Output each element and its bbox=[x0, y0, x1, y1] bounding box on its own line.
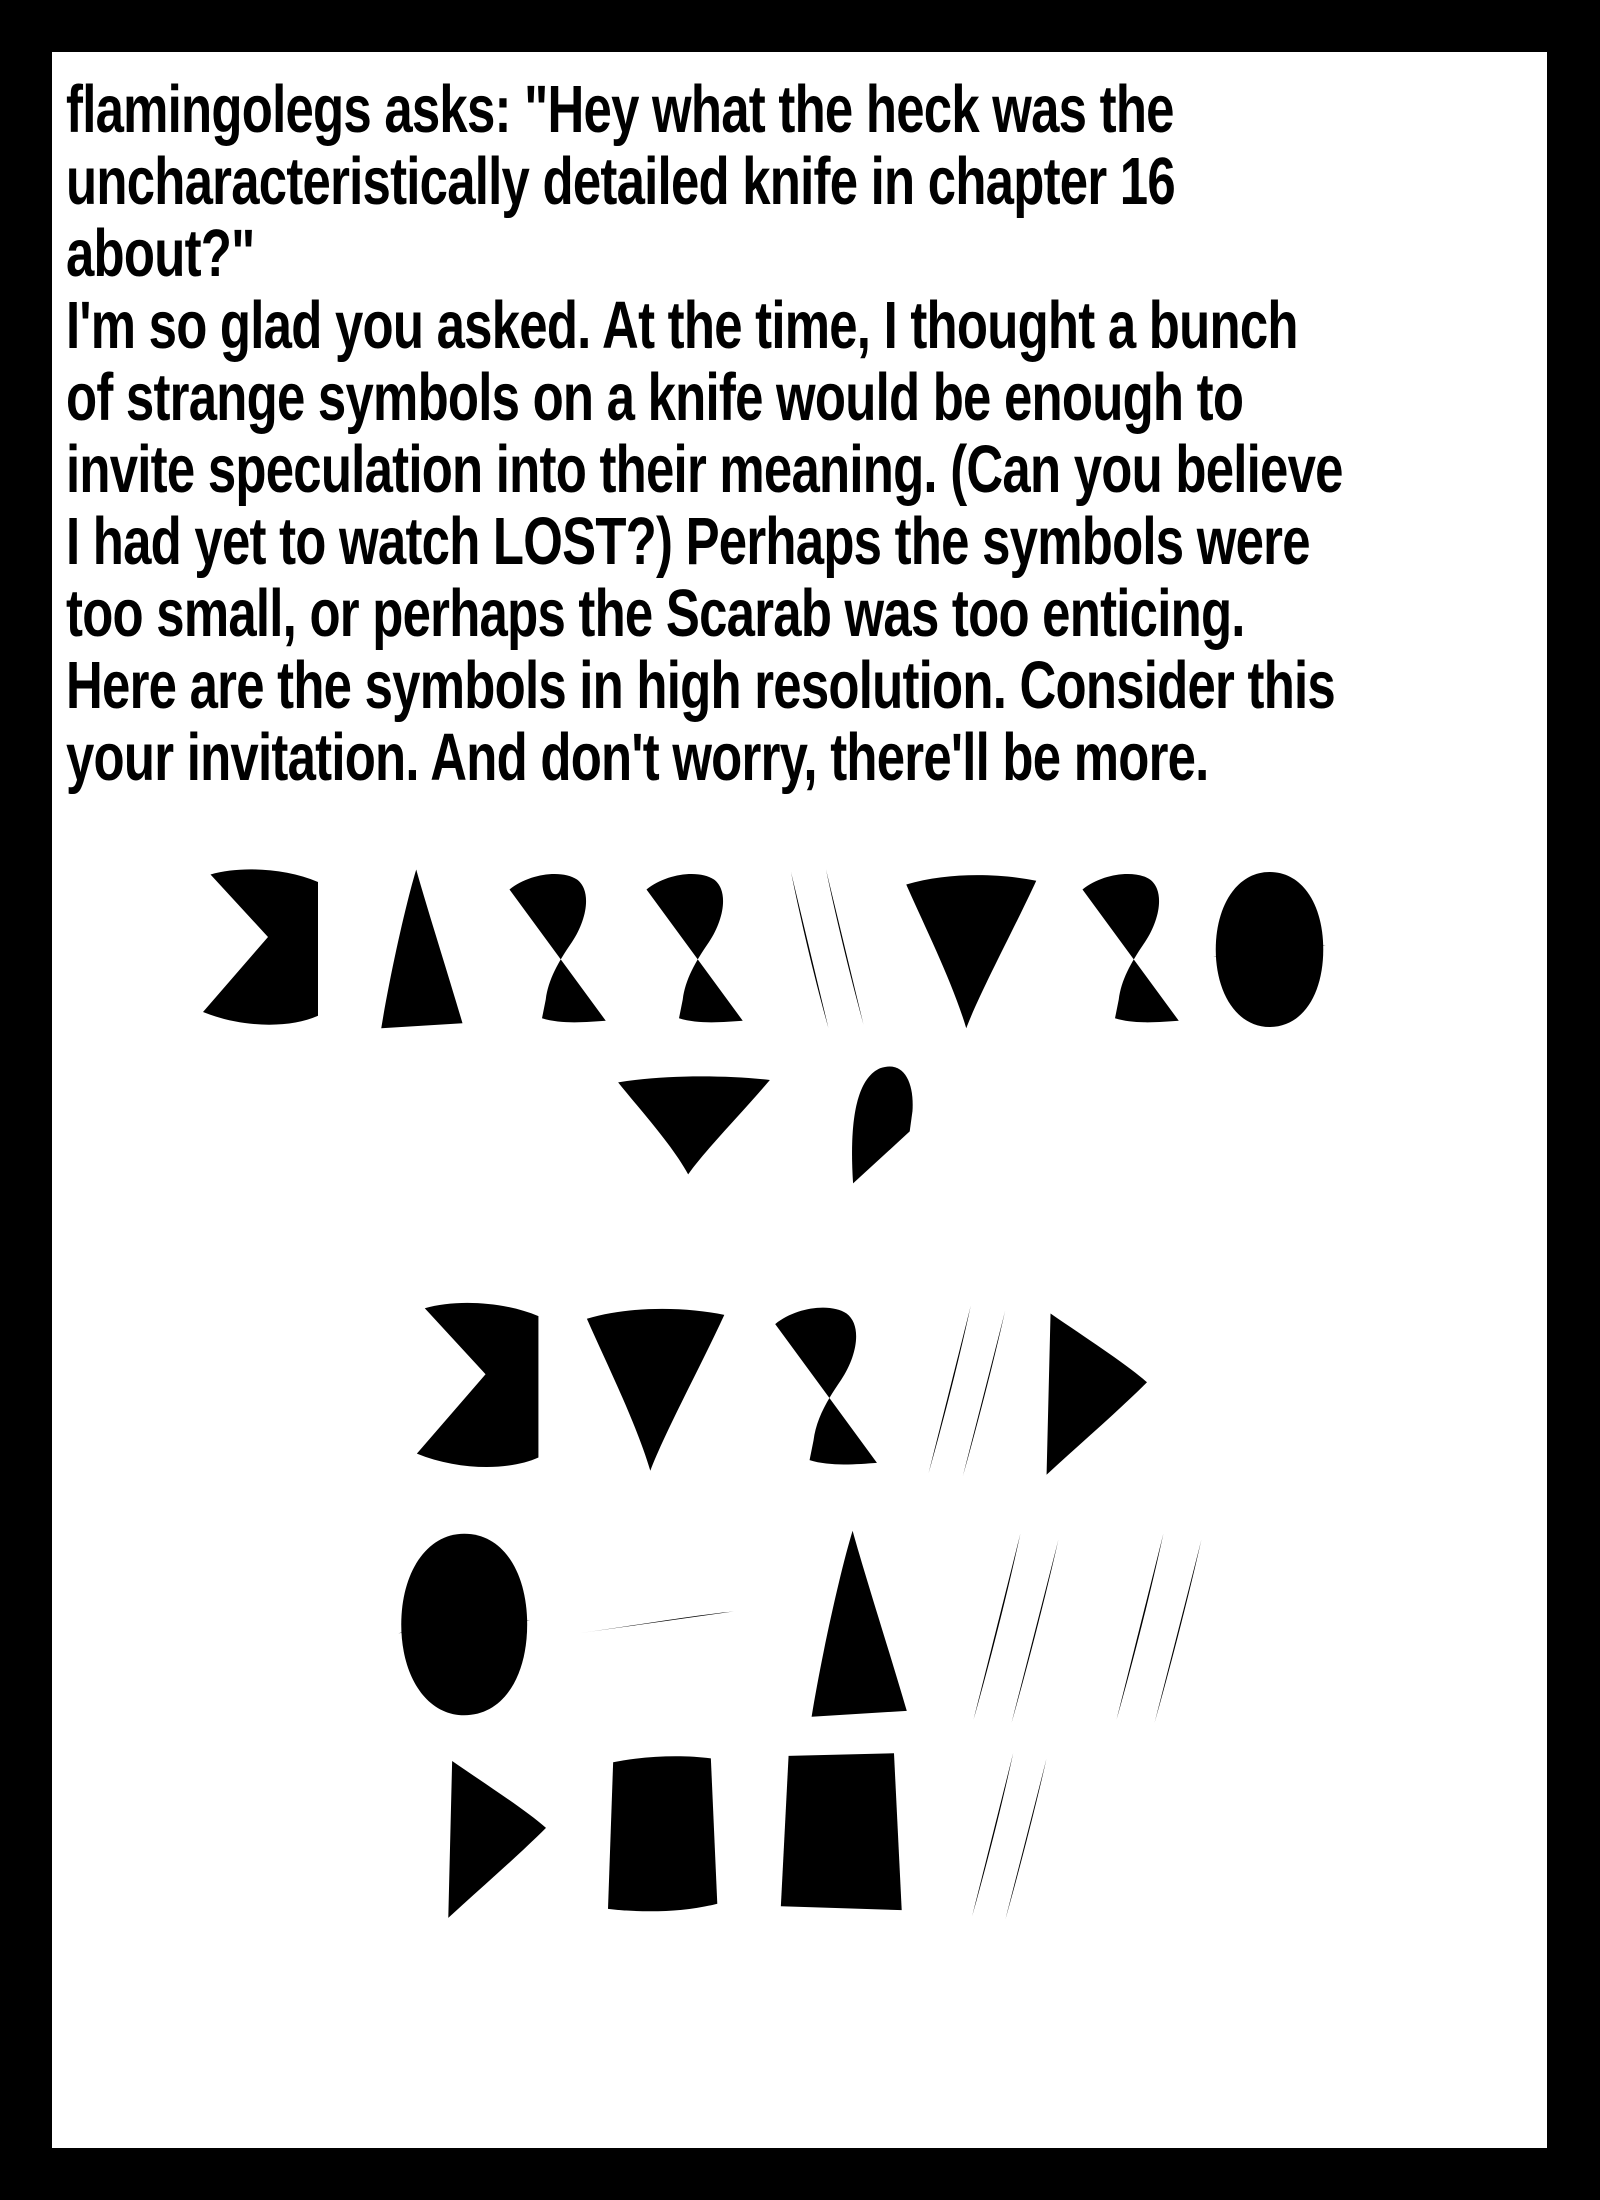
triangle-up-symbol bbox=[350, 862, 475, 1037]
paper bbox=[52, 52, 1547, 2148]
circle-cross-symbol bbox=[1207, 862, 1332, 1037]
square-outline-symbol bbox=[590, 1743, 734, 1923]
symbols-section bbox=[52, 862, 1547, 1923]
intro-line: invite speculation into their meaning. (Can you believe bbox=[66, 432, 1343, 507]
two-symbol bbox=[497, 862, 612, 1037]
symbol-row-3 bbox=[52, 1295, 1527, 1480]
triangle-down-symbol bbox=[575, 1295, 736, 1480]
double-slash-symbol bbox=[1096, 1522, 1207, 1727]
intro-line: I'm so glad you asked. At the time, I thought a bunch bbox=[66, 288, 1298, 363]
intro-line: too small, or perhaps the Scarab was too enticing. bbox=[66, 576, 1245, 651]
symbol-row-4 bbox=[52, 1522, 1547, 1727]
greater-than-symbol bbox=[438, 1743, 556, 1923]
intro-line: I had yet to watch LOST?) Perhaps the symbols were bbox=[66, 504, 1310, 579]
intro-line: about?" bbox=[66, 216, 255, 291]
symbol-row-1 bbox=[52, 862, 1507, 1037]
arc-symbol bbox=[841, 1059, 925, 1189]
circle-cross-symbol bbox=[391, 1522, 537, 1727]
intro-line: flamingolegs asks: "Hey what the heck was the bbox=[66, 72, 1174, 147]
double-slash-symbol bbox=[953, 1522, 1064, 1727]
triangle-down-symbol bbox=[605, 1068, 783, 1180]
intro-line: of strange symbols on a knife would be enough to bbox=[66, 360, 1244, 435]
intro-text bbox=[52, 52, 1547, 794]
intro-line: uncharacteristically detailed knife in chapter 16 bbox=[66, 144, 1175, 219]
triangle-down-symbol bbox=[895, 862, 1048, 1037]
double-backslash-symbol bbox=[771, 862, 874, 1037]
two-symbol bbox=[762, 1295, 884, 1480]
two-symbol bbox=[634, 862, 749, 1037]
double-slash-symbol bbox=[910, 1295, 1010, 1480]
sigma-symbol bbox=[401, 1295, 549, 1480]
symbol-row-5 bbox=[52, 1743, 1492, 1923]
intro-line: Here are the symbols in high resolution. Consider this bbox=[66, 648, 1335, 723]
symbol-row-2 bbox=[52, 1059, 1512, 1189]
sigma-symbol bbox=[188, 862, 328, 1037]
two-symbol bbox=[1070, 862, 1185, 1037]
tally-marks-symbol bbox=[570, 1522, 743, 1727]
double-slash-symbol bbox=[954, 1743, 1052, 1923]
triangle-up-symbol bbox=[775, 1522, 921, 1727]
greater-than-symbol bbox=[1036, 1295, 1158, 1480]
intro-line: your invitation. And don't worry, there'll be more. bbox=[66, 720, 1209, 795]
square-filled-symbol bbox=[768, 1743, 920, 1923]
